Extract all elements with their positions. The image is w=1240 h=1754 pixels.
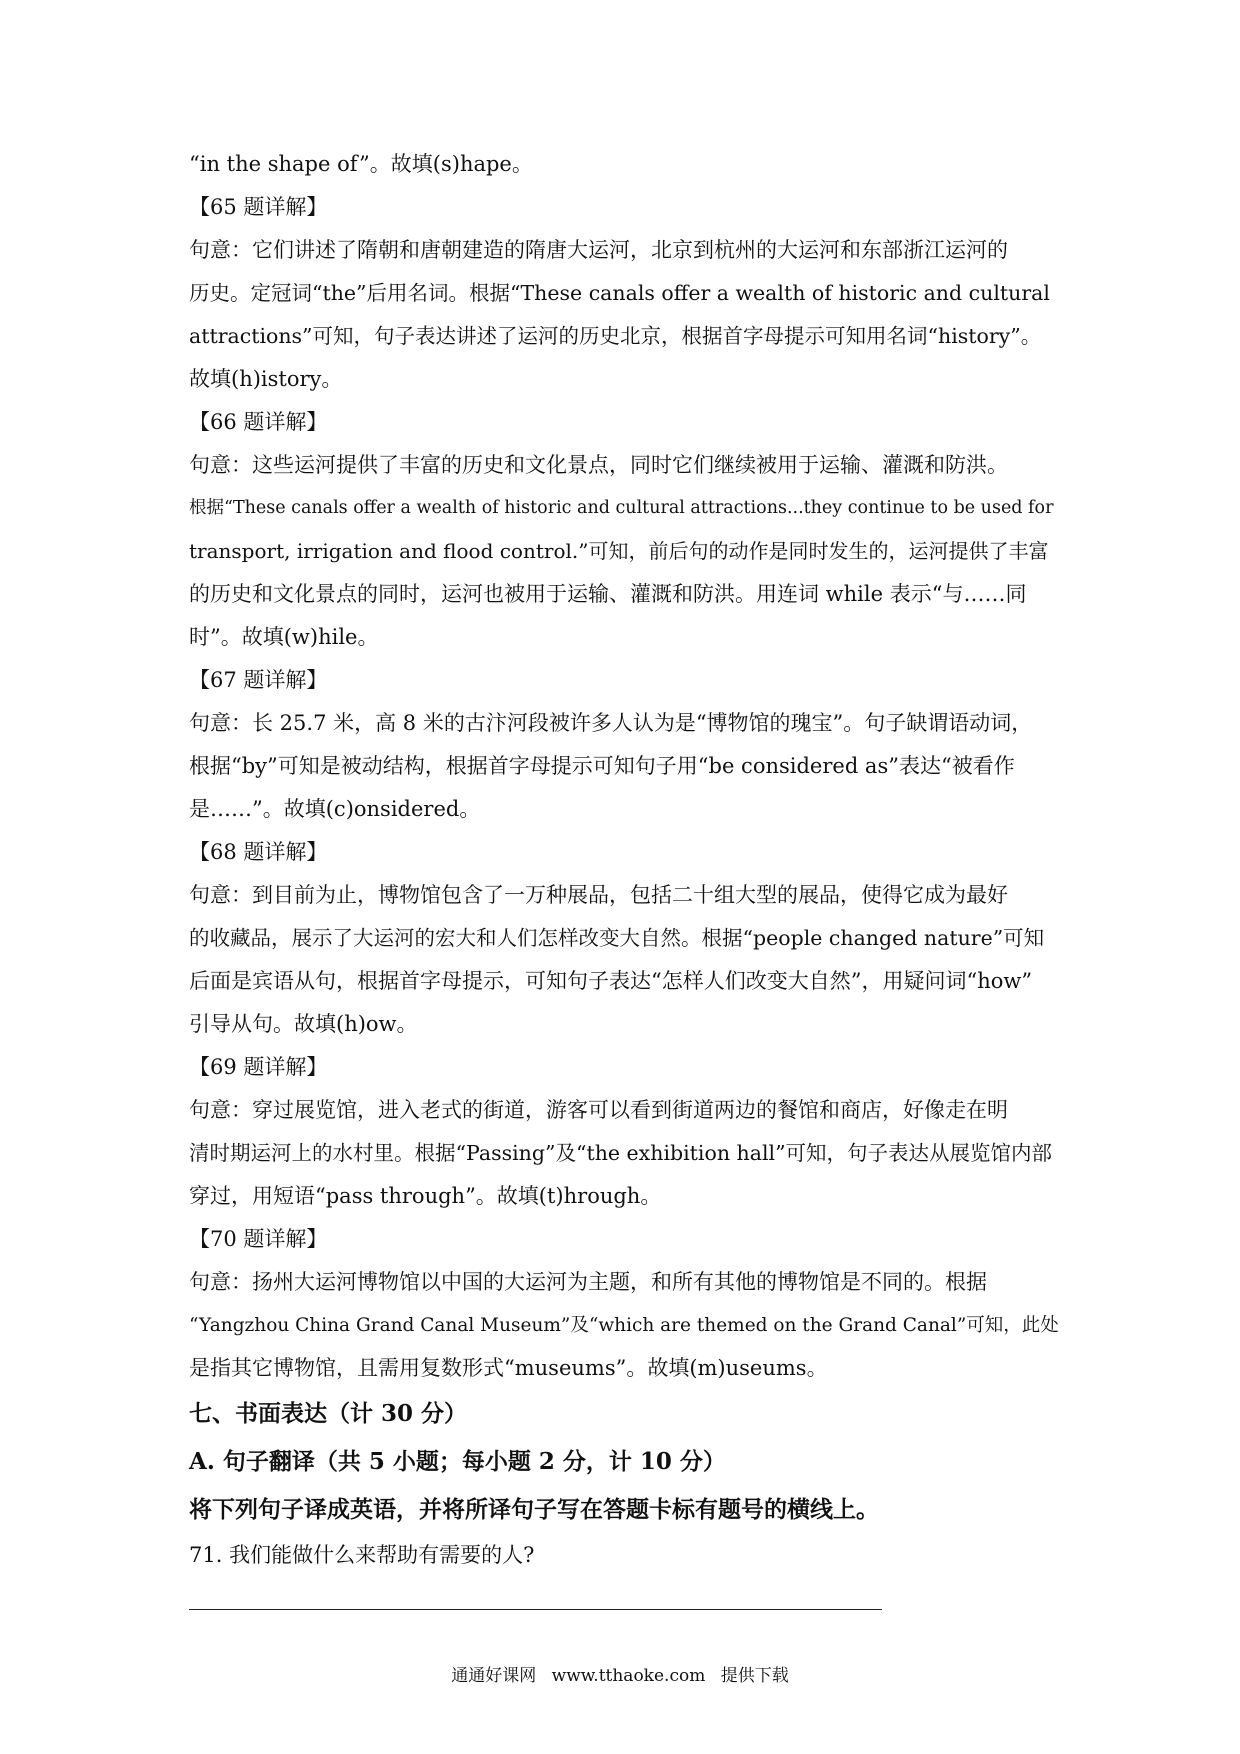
- text-line: “Yangzhou China Grand Canal Museum”及“which are themed on the Grand Canal”可知，此处: [189, 1315, 1059, 1336]
- question-heading-65: 【65 题详解】: [189, 195, 328, 219]
- question-71: 71. 我们能做什么来帮助有需要的人?: [189, 1543, 535, 1567]
- text-line: transport, irrigation and flood control.”可知，前后句的动作是同时发生的，运河提供了丰富: [189, 539, 1049, 563]
- text-line: 时”。故填(w)hile。: [189, 625, 379, 649]
- section-instruction: 将下列句子译成英语，并将所译句子写在答题卡标有题号的横线上。: [189, 1496, 879, 1523]
- text-line: 历史。定冠词“the”后用名词。根据“These canals offer a wealth of historic and cultural: [189, 281, 1050, 305]
- text-line: 引导从句。故填(h)ow。: [189, 1012, 418, 1036]
- text-line: 句意：长 25.7 米，高 8 米的古汴河段被许多人认为是“博物馆的瑰宝”。句子缺谓语动词，: [189, 711, 1033, 735]
- answer-blank-line: [189, 1609, 882, 1610]
- text-line: 句意：这些运河提供了丰富的历史和文化景点，同时它们继续被用于运输、灌溉和防洪。: [189, 453, 1008, 477]
- document-body: [189, 143, 1059, 1577]
- question-heading-69: 【69 题详解】: [189, 1055, 328, 1079]
- text-line: 句意：扬州大运河博物馆以中国的大运河为主题，和所有其他的博物馆是不同的。根据: [189, 1270, 987, 1294]
- text-line: 句意：穿过展览馆，进入老式的街道，游客可以看到街道两边的餐馆和商店，好像走在明: [189, 1098, 1008, 1122]
- text-line: “in the shape of”。故填(s)hape。: [189, 152, 533, 176]
- text-line: 后面是宾语从句，根据首字母提示，可知句子表达“怎样人们改变大自然”，用疑问词“how”: [189, 969, 1033, 993]
- footer-suffix: 提供下载: [720, 1666, 789, 1686]
- section-a-title: A. 句子翻译（共 5 小题；每小题 2 分，计 10 分）: [189, 1448, 726, 1475]
- question-heading-68: 【68 题详解】: [189, 840, 328, 864]
- text-line: 的历史和文化景点的同时，运河也被用于运输、灌溉和防洪。用连词 while 表示“与……同: [189, 582, 1027, 606]
- text-line: 句意：它们讲述了隋朝和唐朝建造的隋唐大运河，北京到杭州的大运河和东部浙江运河的: [189, 238, 1008, 262]
- question-heading-66: 【66 题详解】: [189, 410, 328, 434]
- question-heading-70: 【70 题详解】: [189, 1227, 328, 1251]
- text-line: 是……”。故填(c)onsidered。: [189, 797, 481, 821]
- text-line: 故填(h)istory。: [189, 367, 343, 391]
- text-line: 穿过，用短语“pass through”。故填(t)hrough。: [189, 1184, 662, 1208]
- text-line: 的收藏品，展示了大运河的宏大和人们怎样改变大自然。根据“people changed nature”可知: [189, 926, 1045, 950]
- page-footer: [0, 1664, 1240, 1688]
- text-line: 根据“These canals offer a wealth of historic and cultural attractions...they continue to be used for: [189, 498, 1054, 518]
- text-line: 清时期运河上的水村里。根据“Passing”及“the exhibition hall”可知，句子表达从展览馆内部: [189, 1141, 1053, 1165]
- footer-url: www.tthaoke.com: [551, 1666, 706, 1686]
- text-line: 根据“by”可知是被动结构，根据首字母提示可知句子用“be considered as”表达“被看作: [189, 754, 1015, 778]
- section-7-title: 七、书面表达（计 30 分）: [189, 1400, 468, 1427]
- footer-site-name: 通通好课网: [451, 1666, 537, 1686]
- text-line: attractions”可知，句子表达讲述了运河的历史北京，根据首字母提示可知用名词“history”。: [189, 324, 1042, 348]
- question-heading-67: 【67 题详解】: [189, 668, 328, 692]
- text-line: 是指其它博物馆，且需用复数形式“museums”。故填(m)useums。: [189, 1356, 828, 1380]
- text-line: 句意：到目前为止，博物馆包含了一万种展品，包括二十组大型的展品，使得它成为最好: [189, 883, 1008, 907]
